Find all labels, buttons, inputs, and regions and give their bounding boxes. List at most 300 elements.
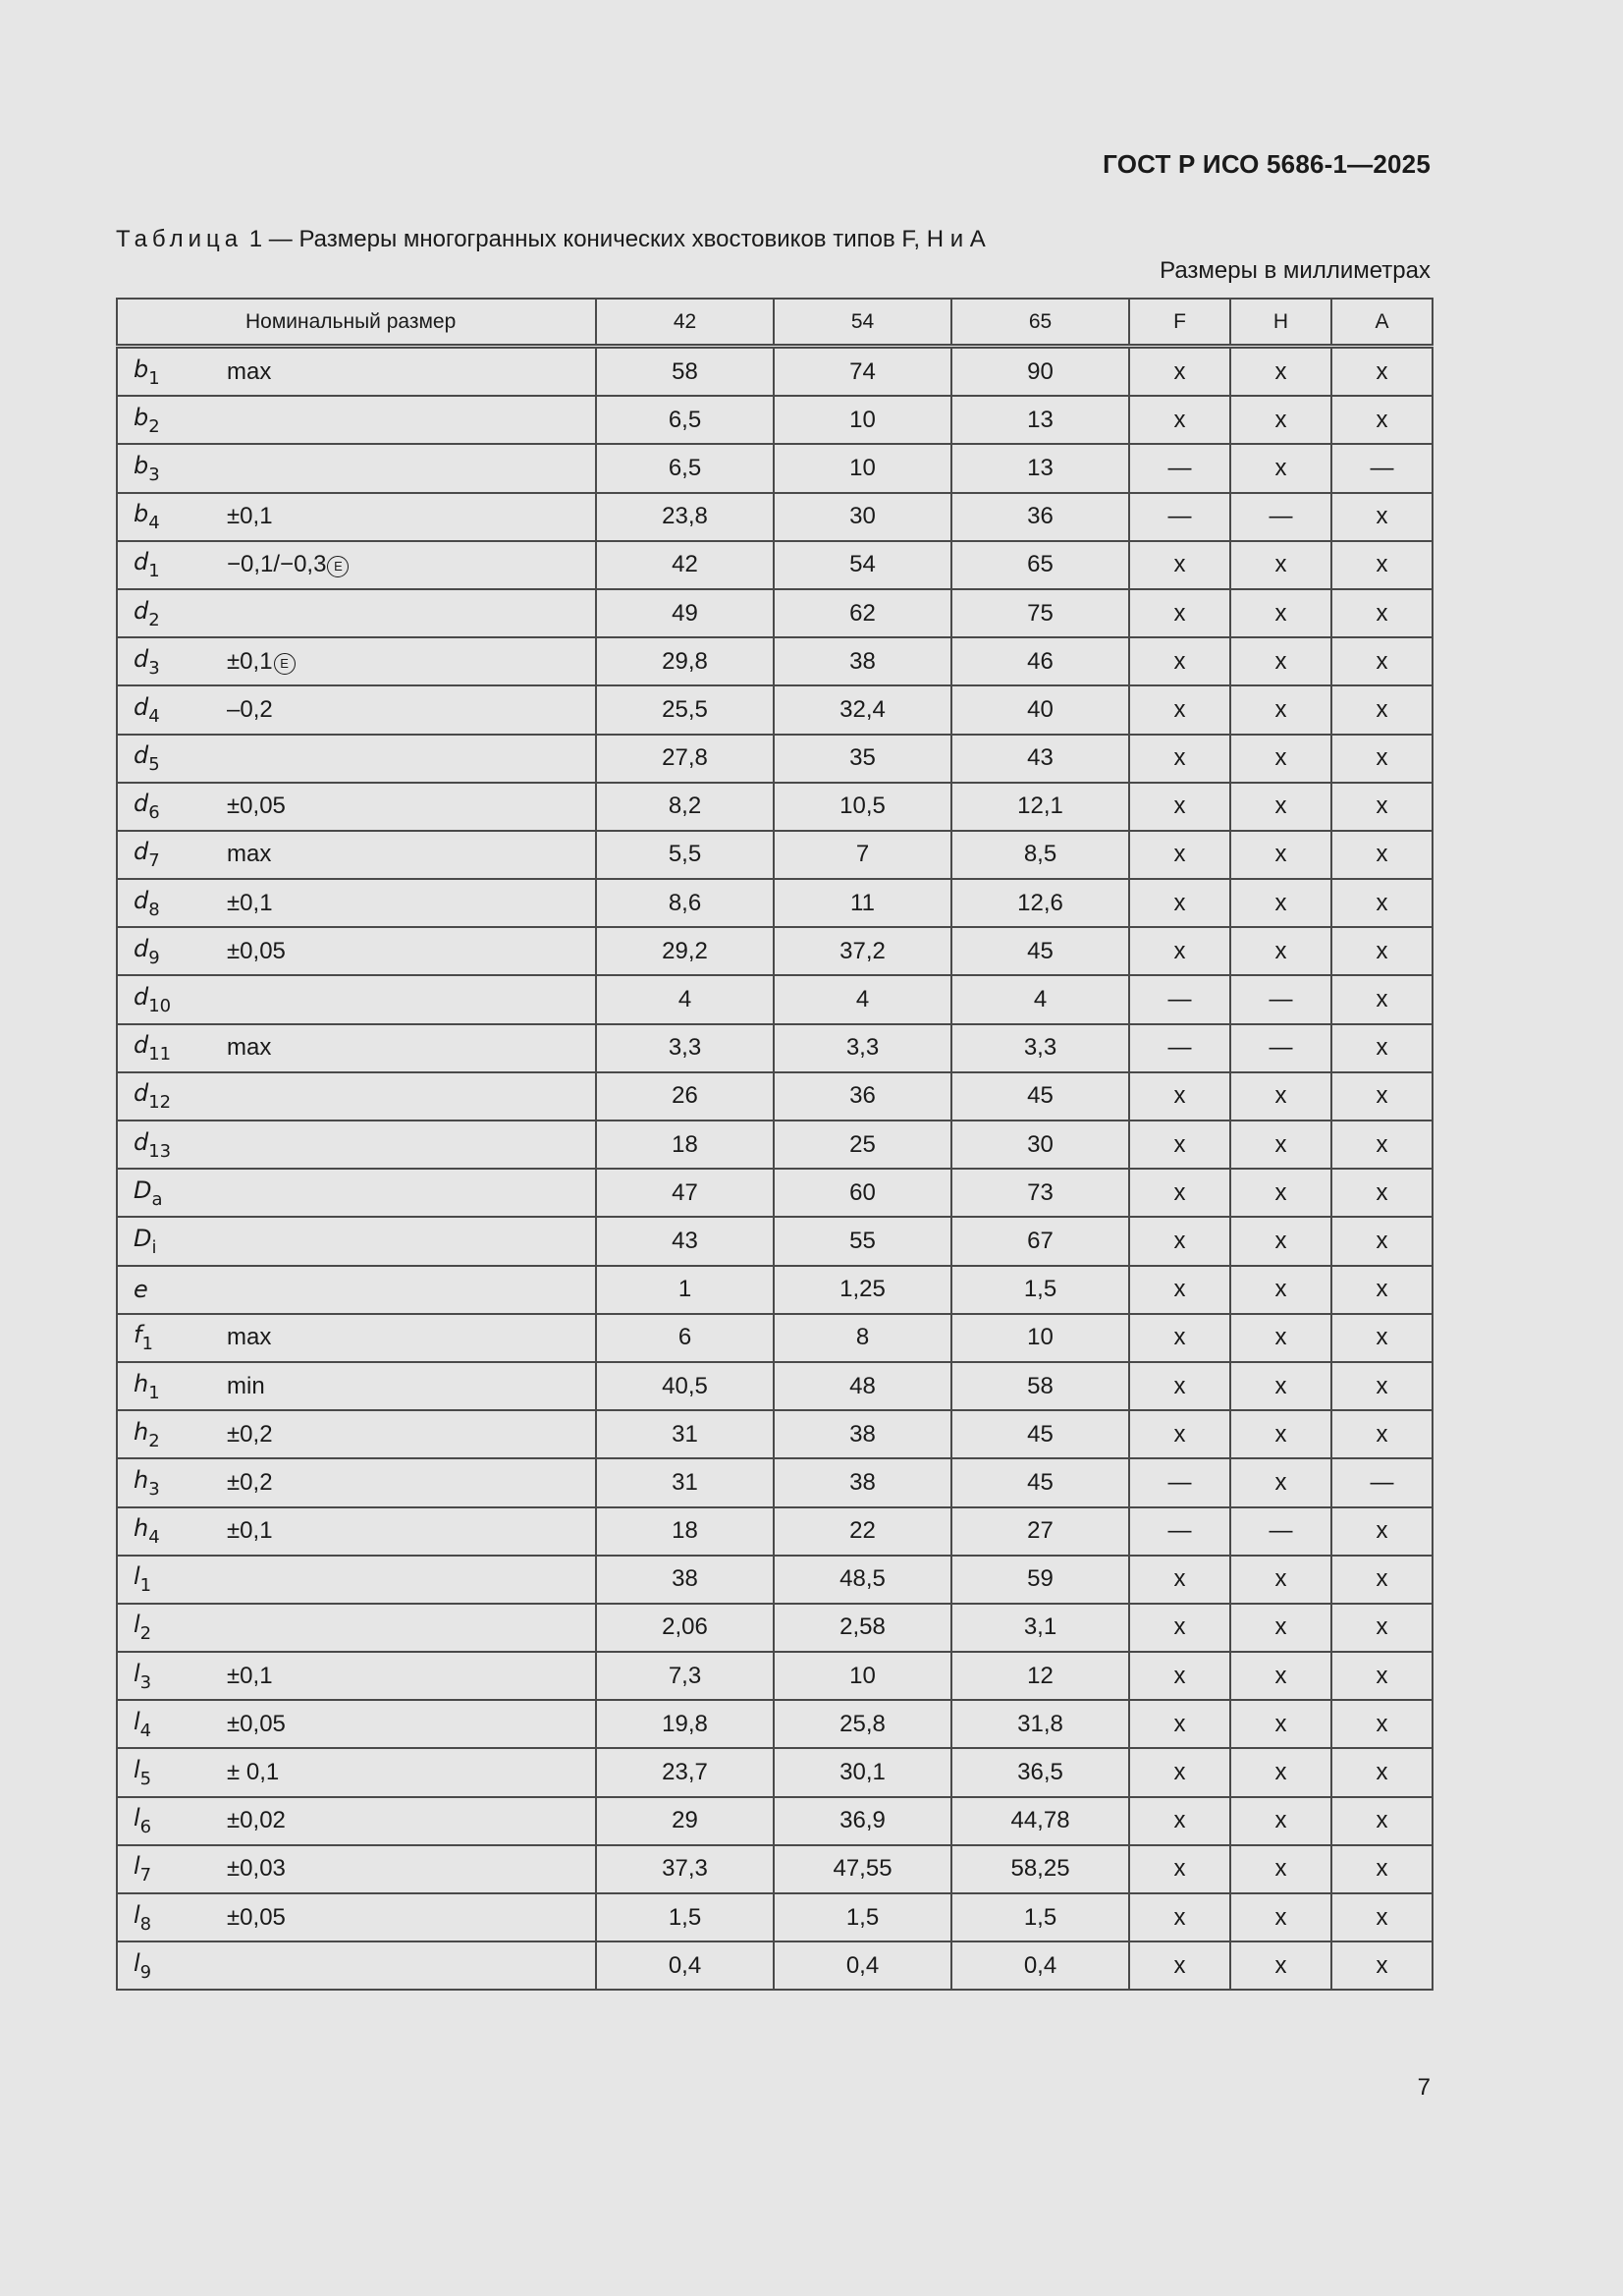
table-row [117,735,1433,783]
value-42: 23,7 [596,1748,774,1796]
value-65: 44,78 [951,1797,1129,1845]
type-a: x [1331,1024,1433,1072]
tolerance [223,1024,596,1072]
type-h: x [1230,589,1331,637]
value-65: 12 [951,1652,1129,1700]
col-header-nominal: Номинальный размер [117,299,596,347]
value-54: 54 [774,541,951,589]
tolerance [223,831,596,879]
symbol-letter: l [134,1756,140,1784]
table-row [117,831,1433,879]
value-65: 58 [951,1362,1129,1410]
type-a: x [1331,735,1433,783]
tolerance-value: max [227,841,272,868]
value-54: 60 [774,1169,951,1217]
type-h: x [1230,1169,1331,1217]
value-65: 45 [951,927,1129,975]
tolerance [223,1314,596,1362]
table-row [117,444,1433,492]
dimension-symbol [117,493,223,541]
value-65: 10 [951,1314,1129,1362]
symbol-letter: l [134,1852,140,1881]
tolerance [223,1121,596,1169]
value-54: 38 [774,637,951,685]
type-h: x [1230,1604,1331,1652]
value-42: 49 [596,589,774,637]
table-row [117,589,1433,637]
symbol-subscript: 8 [139,1913,152,1935]
value-42: 47 [596,1169,774,1217]
type-h: x [1230,541,1331,589]
symbol-letter: d [134,1127,149,1156]
dimension-symbol [117,1797,223,1845]
tolerance [223,975,596,1023]
type-f: x [1129,1072,1230,1121]
value-65: 73 [951,1169,1129,1217]
symbol-letter: D [134,1175,152,1204]
symbol-subscript: 9 [139,1961,152,1983]
table-row [117,493,1433,541]
symbol-subscript: 4 [148,1527,160,1549]
symbol-subscript: 7 [139,1865,152,1886]
value-54: 22 [774,1507,951,1556]
symbol-subscript: 1 [148,367,160,389]
value-54: 62 [774,589,951,637]
tolerance-value: −0,1/−0,3 [227,551,327,578]
header-row [117,299,1433,347]
tolerance [223,444,596,492]
value-54: 4 [774,975,951,1023]
table-row [117,1410,1433,1458]
type-f: — [1129,493,1230,541]
value-54: 47,55 [774,1845,951,1893]
value-65: 58,25 [951,1845,1129,1893]
value-42: 23,8 [596,493,774,541]
type-f: x [1129,1556,1230,1604]
table-row [117,879,1433,927]
value-54: 25,8 [774,1700,951,1748]
dimension-symbol [117,1604,223,1652]
symbol-subscript: 3 [148,1478,160,1500]
type-a: x [1331,1217,1433,1265]
value-65: 30 [951,1121,1129,1169]
dimension-symbol [117,1072,223,1121]
dimension-symbol [117,1169,223,1217]
type-a: x [1331,1266,1433,1314]
symbol-subscript: a [151,1188,163,1210]
value-42: 8,6 [596,879,774,927]
dimension-symbol [117,444,223,492]
dimension-symbol [117,1845,223,1893]
dimension-symbol [117,831,223,879]
value-54: 8 [774,1314,951,1362]
value-42: 31 [596,1458,774,1506]
type-a: x [1331,493,1433,541]
symbol-letter: d [134,1031,149,1060]
tolerance-value: ±0,1 [227,503,273,530]
tolerance [223,1217,596,1265]
value-42: 7,3 [596,1652,774,1700]
symbol-letter: l [134,1707,140,1735]
dimension-symbol [117,541,223,589]
envelope-requirement-icon: E [327,556,349,577]
dimension-symbol [117,975,223,1023]
table-row [117,1797,1433,1845]
type-h: x [1230,396,1331,444]
value-42: 29,8 [596,637,774,685]
symbol-subscript: 13 [148,1140,172,1162]
symbol-letter: h [134,1514,149,1543]
dimension-symbol [117,1217,223,1265]
tolerance-value: max [227,1324,272,1351]
value-65: 13 [951,444,1129,492]
type-h: x [1230,735,1331,783]
table-row [117,1169,1433,1217]
dimension-symbol [117,1314,223,1362]
dimension-symbol [117,1121,223,1169]
table-row [117,1700,1433,1748]
symbol-subscript: 2 [148,1430,160,1451]
page-number: 7 [1417,2074,1431,2101]
col-header-42: 42 [596,299,774,347]
type-f: x [1129,347,1230,397]
col-header-h: H [1230,299,1331,347]
symbol-letter: D [134,1224,152,1252]
tolerance [223,1941,596,1990]
tolerance [223,927,596,975]
dimension-symbol [117,1700,223,1748]
type-h: x [1230,831,1331,879]
value-65: 45 [951,1072,1129,1121]
symbol-letter: d [134,644,149,673]
symbol-letter: l [134,1562,140,1591]
type-a: x [1331,1121,1433,1169]
tolerance [223,1556,596,1604]
value-54: 10 [774,1652,951,1700]
dimension-symbol [117,783,223,831]
type-a: — [1331,1458,1433,1506]
type-f: x [1129,1845,1230,1893]
type-h: x [1230,1314,1331,1362]
value-54: 2,58 [774,1604,951,1652]
symbol-subscript: 9 [148,947,160,968]
value-65: 45 [951,1410,1129,1458]
value-65: 45 [951,1458,1129,1506]
value-65: 43 [951,735,1129,783]
type-f: x [1129,541,1230,589]
type-h: x [1230,1652,1331,1700]
type-h: — [1230,493,1331,541]
symbol-letter: f [134,1321,142,1349]
type-a: x [1331,831,1433,879]
dimension-symbol [117,637,223,685]
value-65: 75 [951,589,1129,637]
dimension-symbol [117,879,223,927]
tolerance-value: ±0,05 [227,793,286,820]
symbol-letter: d [134,692,149,721]
tolerance [223,1072,596,1121]
tolerance-value: ±0,2 [227,1420,273,1448]
table-row [117,1893,1433,1941]
symbol-letter: d [134,790,149,818]
tolerance [223,1169,596,1217]
value-54: 30 [774,493,951,541]
type-a: x [1331,1748,1433,1796]
type-h: — [1230,1024,1331,1072]
dimension-symbol [117,1748,223,1796]
symbol-subscript: 2 [148,415,160,437]
type-h: x [1230,1941,1331,1990]
symbol-letter: h [134,1417,149,1446]
tolerance [223,1652,596,1700]
tolerance-value: ±0,05 [227,1710,286,1737]
value-65: 65 [951,541,1129,589]
type-h: x [1230,879,1331,927]
table-row [117,1941,1433,1990]
value-65: 46 [951,637,1129,685]
symbol-letter: l [134,1659,140,1687]
standard-designation: ГОСТ Р ИСО 5686-1—2025 [1103,149,1431,179]
table-row [117,1507,1433,1556]
table-row [117,541,1433,589]
tolerance [223,1604,596,1652]
value-54: 37,2 [774,927,951,975]
value-54: 38 [774,1458,951,1506]
value-65: 13 [951,396,1129,444]
type-h: x [1230,1893,1331,1941]
tolerance [223,493,596,541]
type-a: x [1331,1507,1433,1556]
symbol-subscript: 4 [148,513,160,534]
value-65: 12,1 [951,783,1129,831]
value-42: 4 [596,975,774,1023]
units-note: Размеры в миллиметрах [1160,257,1431,284]
type-h: x [1230,444,1331,492]
value-54: 11 [774,879,951,927]
tolerance [223,637,596,685]
value-65: 67 [951,1217,1129,1265]
type-a: x [1331,1410,1433,1458]
table-caption-label: Таблица [116,226,243,252]
type-a: x [1331,1314,1433,1362]
col-header-54: 54 [774,299,951,347]
type-f: x [1129,1410,1230,1458]
tolerance-value: ±0,2 [227,1468,273,1496]
type-h: x [1230,1458,1331,1506]
value-42: 0,4 [596,1941,774,1990]
type-a: x [1331,927,1433,975]
symbol-letter: d [134,838,149,866]
value-54: 32,4 [774,685,951,734]
symbol-subscript: i [151,1236,157,1258]
symbol-subscript: 3 [148,657,160,679]
type-f: x [1129,1797,1230,1845]
tolerance [223,879,596,927]
dimension-symbol [117,347,223,397]
dimension-symbol [117,685,223,734]
value-54: 3,3 [774,1024,951,1072]
table-row [117,1314,1433,1362]
value-54: 7 [774,831,951,879]
type-a: x [1331,1941,1433,1990]
value-42: 6,5 [596,396,774,444]
type-h: x [1230,637,1331,685]
value-65: 3,1 [951,1604,1129,1652]
value-54: 36,9 [774,1797,951,1845]
type-f: x [1129,735,1230,783]
table-row [117,783,1433,831]
symbol-letter: l [134,1611,140,1639]
dimension-symbol [117,1652,223,1700]
type-h: x [1230,1121,1331,1169]
type-h: x [1230,1410,1331,1458]
value-54: 55 [774,1217,951,1265]
value-65: 36 [951,493,1129,541]
type-h: x [1230,783,1331,831]
type-a: x [1331,1652,1433,1700]
symbol-subscript: 12 [148,1092,172,1114]
dimension-symbol [117,1024,223,1072]
type-f: x [1129,927,1230,975]
value-65: 31,8 [951,1700,1129,1748]
tolerance-value: ±0,1 [227,647,273,675]
tolerance-value: –0,2 [227,695,273,723]
type-a: x [1331,396,1433,444]
dimension-symbol [117,927,223,975]
type-a: x [1331,975,1433,1023]
symbol-subscript: 2 [139,1623,152,1645]
value-42: 2,06 [596,1604,774,1652]
symbol-letter: d [134,886,149,914]
type-f: x [1129,783,1230,831]
value-42: 31 [596,1410,774,1458]
value-54: 48,5 [774,1556,951,1604]
tolerance [223,347,596,397]
type-f: — [1129,1024,1230,1072]
value-42: 29,2 [596,927,774,975]
table-caption-text: 1 — Размеры многогранных конических хвостовиков типов F, H и A [243,226,986,252]
table-row [117,1458,1433,1506]
value-42: 18 [596,1507,774,1556]
dimension-symbol [117,1941,223,1990]
value-42: 40,5 [596,1362,774,1410]
type-f: x [1129,1169,1230,1217]
value-42: 19,8 [596,1700,774,1748]
symbol-subscript: 8 [148,899,160,920]
type-f: x [1129,1362,1230,1410]
type-h: x [1230,1266,1331,1314]
value-42: 42 [596,541,774,589]
value-65: 1,5 [951,1266,1129,1314]
tolerance [223,541,596,589]
tolerance-value: min [227,1372,265,1399]
type-a: x [1331,347,1433,397]
tolerance-value: ±0,05 [227,1903,286,1931]
type-f: x [1129,1700,1230,1748]
symbol-letter: d [134,596,149,625]
value-42: 25,5 [596,685,774,734]
dimension-symbol [117,1507,223,1556]
tolerance [223,1748,596,1796]
value-65: 4 [951,975,1129,1023]
tolerance-value: ±0,1 [227,1662,273,1689]
tolerance-value: ±0,1 [227,1517,273,1545]
value-54: 10 [774,396,951,444]
symbol-subscript: 1 [148,561,160,582]
type-h: x [1230,1556,1331,1604]
tolerance [223,1507,596,1556]
table-row [117,685,1433,734]
symbol-subscript: 10 [148,996,172,1017]
dimension-symbol [117,1893,223,1941]
type-f: x [1129,396,1230,444]
value-65: 12,6 [951,879,1129,927]
symbol-subscript: 1 [148,1382,160,1403]
type-h: x [1230,1797,1331,1845]
table-row [117,347,1433,397]
table-row [117,975,1433,1023]
type-a: x [1331,1700,1433,1748]
dimension-symbol [117,396,223,444]
type-a: x [1331,1556,1433,1604]
value-42: 1,5 [596,1893,774,1941]
dimensions-table [116,298,1434,1991]
symbol-letter: b [134,403,149,431]
symbol-letter: l [134,1804,140,1832]
value-65: 59 [951,1556,1129,1604]
tolerance [223,1362,596,1410]
value-42: 6,5 [596,444,774,492]
value-54: 74 [774,347,951,397]
type-a: x [1331,1362,1433,1410]
type-a: x [1331,783,1433,831]
type-f: — [1129,1507,1230,1556]
table-row [117,1362,1433,1410]
type-a: x [1331,541,1433,589]
type-h: x [1230,685,1331,734]
type-a: x [1331,589,1433,637]
tolerance [223,685,596,734]
symbol-letter: h [134,1465,149,1494]
envelope-requirement-icon: E [274,653,296,675]
type-h: — [1230,975,1331,1023]
value-42: 18 [596,1121,774,1169]
value-42: 38 [596,1556,774,1604]
type-h: x [1230,1362,1331,1410]
type-f: x [1129,1604,1230,1652]
value-42: 37,3 [596,1845,774,1893]
symbol-subscript: 4 [148,705,160,727]
type-h: x [1230,1217,1331,1265]
tolerance [223,1458,596,1506]
type-a: x [1331,1845,1433,1893]
dimension-symbol [117,1362,223,1410]
col-header-65: 65 [951,299,1129,347]
table-row [117,1072,1433,1121]
tolerance-value: ±0,05 [227,937,286,964]
value-54: 10 [774,444,951,492]
type-a: x [1331,1169,1433,1217]
value-42: 1 [596,1266,774,1314]
value-65: 40 [951,685,1129,734]
tolerance [223,1797,596,1845]
value-42: 8,2 [596,783,774,831]
symbol-subscript: 1 [141,1334,153,1355]
symbol-letter: e [134,1276,148,1304]
dimension-symbol [117,589,223,637]
type-a: x [1331,1893,1433,1941]
type-a: — [1331,444,1433,492]
